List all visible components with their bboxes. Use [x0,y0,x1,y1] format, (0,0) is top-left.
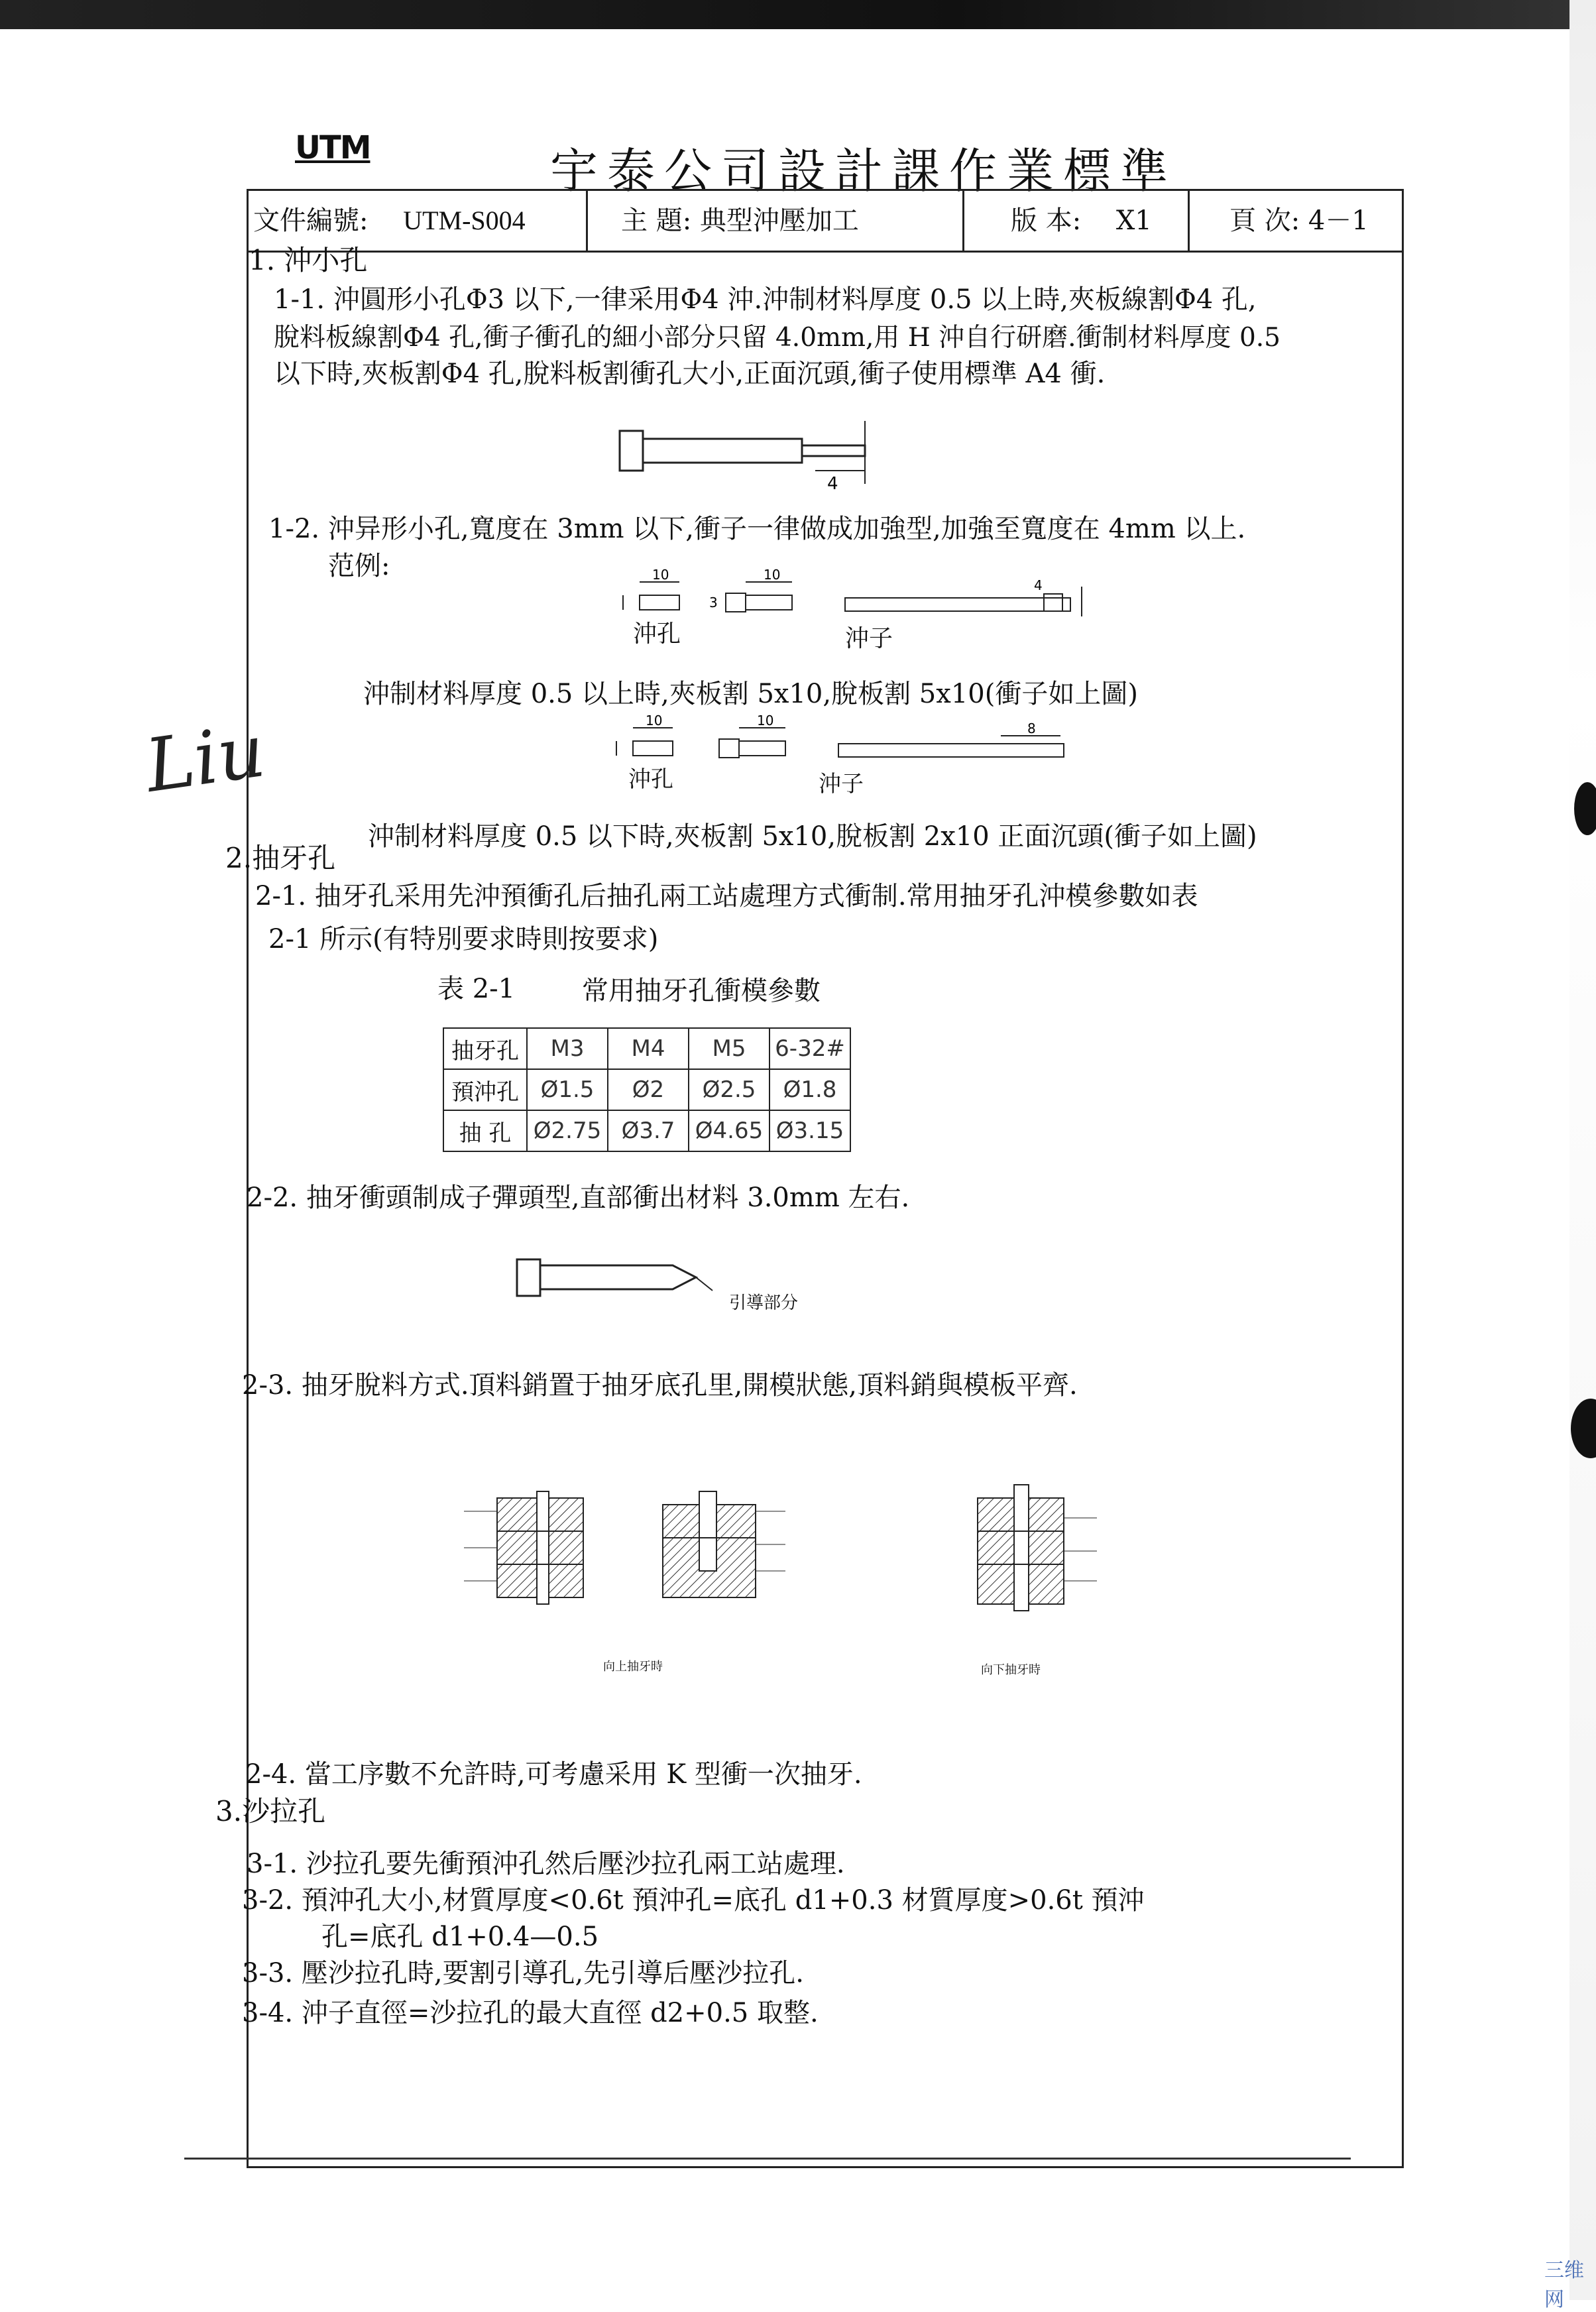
stripping-diagram-right [954,1472,1100,1617]
paragraph-3-3: 3-3. 壓沙拉孔時,要割引導孔,先引導后壓沙拉孔. [242,1958,804,1989]
handwritten-signature: Liu [140,708,270,809]
table-cell: Ø1.5 [527,1069,608,1110]
dim-label: 8 [1027,721,1036,736]
section-1-heading: 1. 沖小孔 [249,244,368,276]
label-hole-2: 沖孔 [628,766,673,793]
table-row [443,1069,850,1110]
round-punch-diagram [616,411,882,504]
subject-label: 主 題: [621,205,692,236]
table-cell: Ø3.15 [770,1110,850,1151]
paragraph-2-4: 2-4. 當工序數不允許時,可考慮采用 K 型衝一次抽牙. [245,1759,862,1790]
paragraph-1-1-line-3: 以下時,夾板割Φ4 孔,脫料板割衝孔大小,正面沉頭,衝子使用標準 A4 衝. [274,359,1106,389]
stripping-diagram-left [464,1472,597,1617]
scan-edge-top [0,0,1596,29]
stripping-diagram-middle [636,1472,789,1604]
paragraph-1-2-line-2: 范例: [328,551,390,581]
table-cell: Ø2 [608,1069,689,1110]
paragraph-2-1-line-2: 2-1 所示(有特別要求時則按要求) [268,924,659,954]
table-cell: 抽 孔 [443,1110,527,1151]
tapping-hole-parameter-table [443,1027,851,1152]
subject: 典型沖壓加工 [699,205,859,236]
case-thin-text: 沖制材料厚度 0.5 以下時,夾板割 5x10,脫板割 2x10 正面沉頭(衝子如上圖) [368,821,1257,852]
label-punch-1: 沖子 [845,625,893,652]
dim-label: 10 [652,567,669,583]
dim-label: 10 [764,567,781,583]
header-page [1190,189,1402,253]
paragraph-1-1-line-2: 脫料板線割Φ4 孔,衝子衝孔的細小部分只留 4.0mm,用 H 沖自行研磨.衝制材料厚度 0.5 [274,323,1281,353]
table-title: 常用抽牙孔衝模參數 [582,976,821,1006]
dim-label: 10 [646,713,663,728]
table-header-cell: M3 [527,1028,608,1069]
table-cell: Ø1.8 [770,1069,850,1110]
page-title: 宇泰公司設計課作業標準 [550,143,1178,199]
doc-no: UTM-S004 [403,205,526,235]
dim-label: 4 [1034,577,1043,593]
case-thick-text: 沖制材料厚度 0.5 以上時,夾板割 5x10,脫板割 5x10(衝子如上圖) [363,679,1138,709]
label-punch-2: 沖子 [819,771,864,797]
paragraph-1-1-line-1: 1-1. 沖圓形小孔Φ3 以下,一律采用Φ4 沖.沖制材料厚度 0.5 以上時,夾板線割Φ4 孔, [274,284,1257,315]
doc-no-label: 文件編號: [253,205,369,236]
table-caption: 表 2-1 [437,974,516,1004]
paragraph-1-2-line-1: 1-2. 沖异形小孔,寬度在 3mm 以下,衝子一律做成加強型,加強至寬度在 4mm 以上. [268,514,1246,544]
dim-label: 10 [757,713,774,728]
version-label: 版 本: [1011,205,1082,236]
page-number: 4－1 [1308,205,1369,236]
table-header-row [443,1028,850,1069]
table-cell: 預沖孔 [443,1069,527,1110]
table-cell: Ø4.65 [689,1110,770,1151]
scan-blot [1574,782,1596,835]
section-3-heading: 3.沙拉孔 [215,1795,326,1827]
table-cell: Ø2.75 [527,1110,608,1151]
figure-caption-down: 向下抽牙時 [981,1663,1041,1677]
paragraph-3-4: 3-4. 沖子直徑=沙拉孔的最大直徑 d2+0.5 取整. [242,1998,819,2028]
paragraph-3-2-line-1: 3-2. 預沖孔大小,材質厚度<0.6t 預沖孔=底孔 d1+0.3 材質厚度>0.6t 預沖 [242,1885,1145,1916]
paragraph-3-2-line-2: 孔=底孔 d1+0.4—0.5 [321,1922,599,1952]
paragraph-3-1: 3-1. 沙拉孔要先衝預沖孔然后壓沙拉孔兩工站處理. [247,1849,845,1879]
table-row [443,1110,850,1151]
table-cell: Ø2.5 [689,1069,770,1110]
paragraph-2-2: 2-2. 抽牙衝頭制成子彈頭型,直部衝出材料 3.0mm 左右. [247,1183,910,1213]
frame-bottom-line [184,2158,1351,2160]
paragraph-2-1-line-1: 2-1. 抽牙孔采用先沖預衝孔后抽孔兩工站處理方式衝制.常用抽牙孔沖模參數如表 [255,881,1198,911]
header-version [964,189,1190,253]
svg-text:4: 4 [827,474,838,494]
site-watermark: 三维网 [1544,2259,1584,2311]
paragraph-2-3: 2-3. 抽牙脫料方式.頂料銷置于抽牙底孔里,開模狀態,頂料銷與模板平齊. [242,1370,1078,1401]
label-hole-1: 沖孔 [633,620,681,648]
guide-part-label: 引導部分 [729,1293,799,1313]
table-cell: Ø3.7 [608,1110,689,1151]
table-header-cell: 6-32# [770,1028,850,1069]
company-logo: UTM [295,129,370,166]
section-2-heading: 2.抽牙孔 [225,842,336,874]
figure-caption-up: 向上抽牙時 [603,1660,663,1674]
bullet-punch-diagram [514,1256,712,1309]
version: X1 [1115,205,1152,236]
table-header-cell: 抽牙孔 [443,1028,527,1069]
table-header-cell: M4 [608,1028,689,1069]
header-subject [588,189,964,253]
page-label: 頁 次: [1229,205,1300,236]
table-header-cell: M5 [689,1028,770,1069]
dim-label: 3 [709,595,718,610]
scan-edge-right [1569,0,1596,2300]
